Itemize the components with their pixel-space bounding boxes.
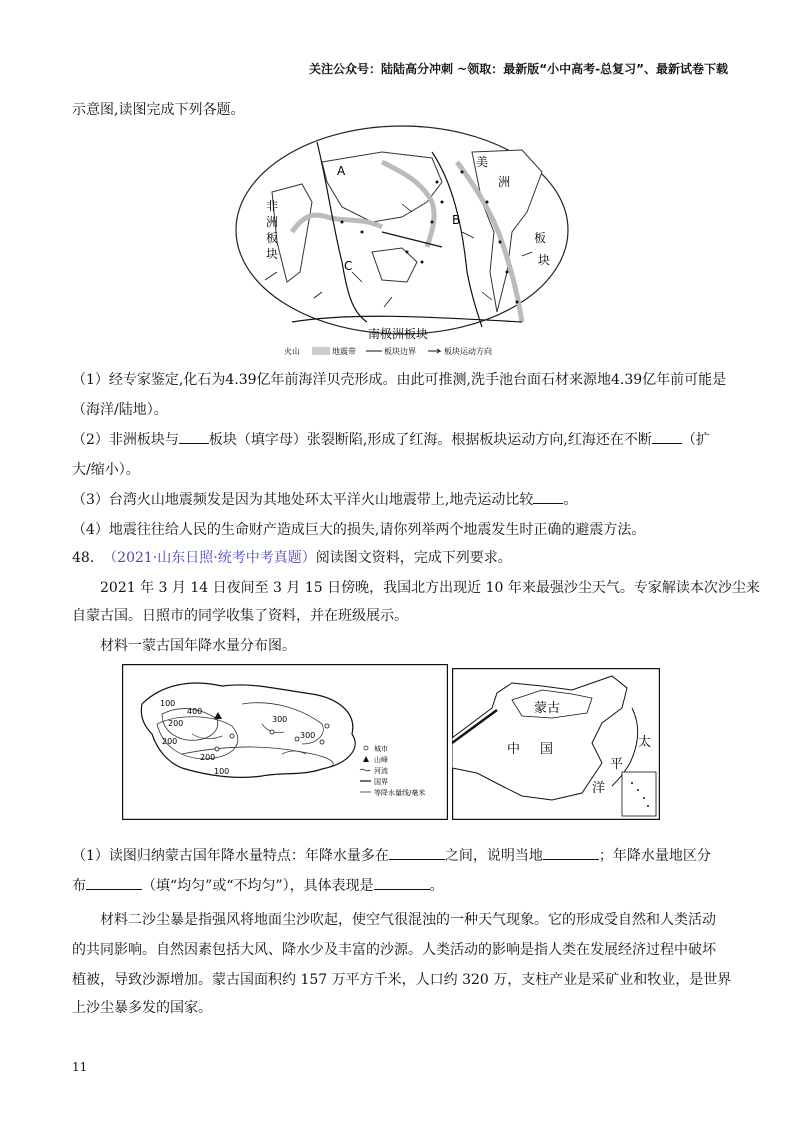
antarctic-label: 南极洲板块 (368, 327, 429, 341)
material2-line1: 材料二沙尘暴是指强风将地面尘沙吹起，使空气很混浊的一种天气现象。它的形成受自然和人类活动 (100, 912, 716, 928)
label-china-2: 国 (540, 742, 554, 757)
plate-label-c: C (344, 259, 353, 273)
page-number: 11 (72, 1060, 88, 1074)
label-tai: 太 (638, 735, 652, 750)
intro-text: 示意图,读图完成下列各题。 (72, 102, 245, 118)
america-label-4: 块 (538, 253, 551, 267)
africa-label-1: 非 (266, 199, 279, 213)
q2-line2: 大/缩小）。 (72, 462, 140, 478)
sub1-line2: 布 （填“均匀”或“不均匀”），具体表现是 。 (72, 878, 444, 894)
america-label-3: 板 (534, 231, 547, 245)
mongolia-precip-map (122, 664, 448, 820)
plate-label-a: A (337, 164, 346, 178)
legend-border: 国界 (374, 778, 388, 786)
label-china-1: 中 (507, 742, 521, 757)
q48-para1-line2: 自蒙古国。日照市的同学收集了资料，并在班级展示。 (72, 608, 408, 624)
china-location-map (452, 668, 660, 820)
isoline-label: 300 (272, 715, 288, 724)
sub1-line1: （1）读图归纳蒙古国年降水量特点：年降水量多在 之间，说明当地 ；年降水量地区分 (72, 848, 711, 864)
q1-line2: （海洋/陆地）。 (72, 402, 168, 418)
america-label-2: 洲 (498, 175, 511, 189)
isoline-label: 100 (160, 699, 176, 708)
q2-line1: （2）非洲板块与 板块（填字母）张裂断陷,形成了红海。根据板块运动方向,红海还在不断 （扩 (72, 432, 710, 448)
legend-quake: 地震带 (332, 347, 356, 356)
isoline-label: 200 (162, 737, 178, 746)
isoline-label: 400 (187, 707, 203, 716)
q4-line: （4）地震往往给人民的生命财产造成巨大的损失,请你列举两个地震发生时正确的避震方法。 (72, 522, 646, 538)
answer-blank[interactable] (652, 431, 682, 444)
isoline-label: 200 (168, 719, 184, 728)
africa-label-2: 洲 (266, 215, 279, 229)
answer-blank[interactable] (374, 877, 430, 890)
q3-line: （3）台湾火山地震频发是因为其地处环太平洋火山地震带上,地壳运动比较 。 (72, 492, 578, 508)
world-plate-map (232, 122, 572, 358)
legend-peak: 山峰 (374, 756, 388, 764)
answer-blank[interactable] (389, 847, 445, 860)
legend-city: 城市 (374, 745, 388, 753)
material2-line2: 的共同影响。自然因素包括大风、降水少及丰富的沙源。人类活动的影响是指人类在发展经济过程中破坏 (72, 942, 716, 958)
answer-blank[interactable] (543, 847, 599, 860)
legend-volcano: 火山 (284, 347, 300, 356)
q48-heading: 48. （2021·山东日照·统考中考真题）阅读图文资料，完成下列要求。 (72, 550, 512, 566)
isoline-label: 200 (200, 753, 216, 762)
isoline-label: 300 (300, 731, 316, 740)
africa-label-3: 板 (266, 231, 279, 245)
legend-isoline: 等降水量线/毫米 (374, 789, 426, 797)
answer-blank[interactable] (179, 431, 209, 444)
plate-label-b: B (452, 213, 461, 227)
q48-para1-line1: 2021 年 3 月 14 日夜间至 3 月 15 日傍晚，我国北方出现近 10 年来最强沙尘天气。专家解读本次沙尘来 (100, 580, 760, 596)
q1-line1: （1）经专家鉴定,化石为4.39亿年前海洋贝壳形成。由此可推测,洗手池台面石材来源地4.39亿年前可能是 (72, 372, 727, 388)
label-yang: 洋 (592, 781, 606, 796)
page-header: 关注公众号：陆陆高分冲刺 ~领取：最新版“小中高考-总复习”、最新试卷下载 (309, 62, 728, 76)
source-link[interactable]: （2021·山东日照·统考中考真题） (103, 550, 316, 566)
material2-line4: 上沙尘暴多发的国家。 (72, 1000, 212, 1016)
legend-river: 河流 (374, 767, 388, 775)
africa-label-4: 块 (266, 247, 279, 261)
legend-boundary: 板块边界 (384, 347, 416, 356)
material2-line3: 植被，导致沙源增加。蒙古国面积约 157 万平方千米，人口约 320 万，支柱产业是采矿业和牧业，是世界 (72, 972, 732, 988)
isoline-label: 100 (214, 767, 230, 776)
material1-caption: 材料一蒙古国年降水量分布图。 (100, 638, 296, 654)
answer-blank[interactable] (533, 491, 563, 504)
america-label-1: 美 (476, 155, 489, 169)
legend-motion: 板块运动方向 (444, 347, 492, 356)
label-ping: 平 (610, 757, 624, 772)
answer-blank[interactable] (86, 877, 142, 890)
label-mongolia: 蒙古 (534, 701, 561, 716)
